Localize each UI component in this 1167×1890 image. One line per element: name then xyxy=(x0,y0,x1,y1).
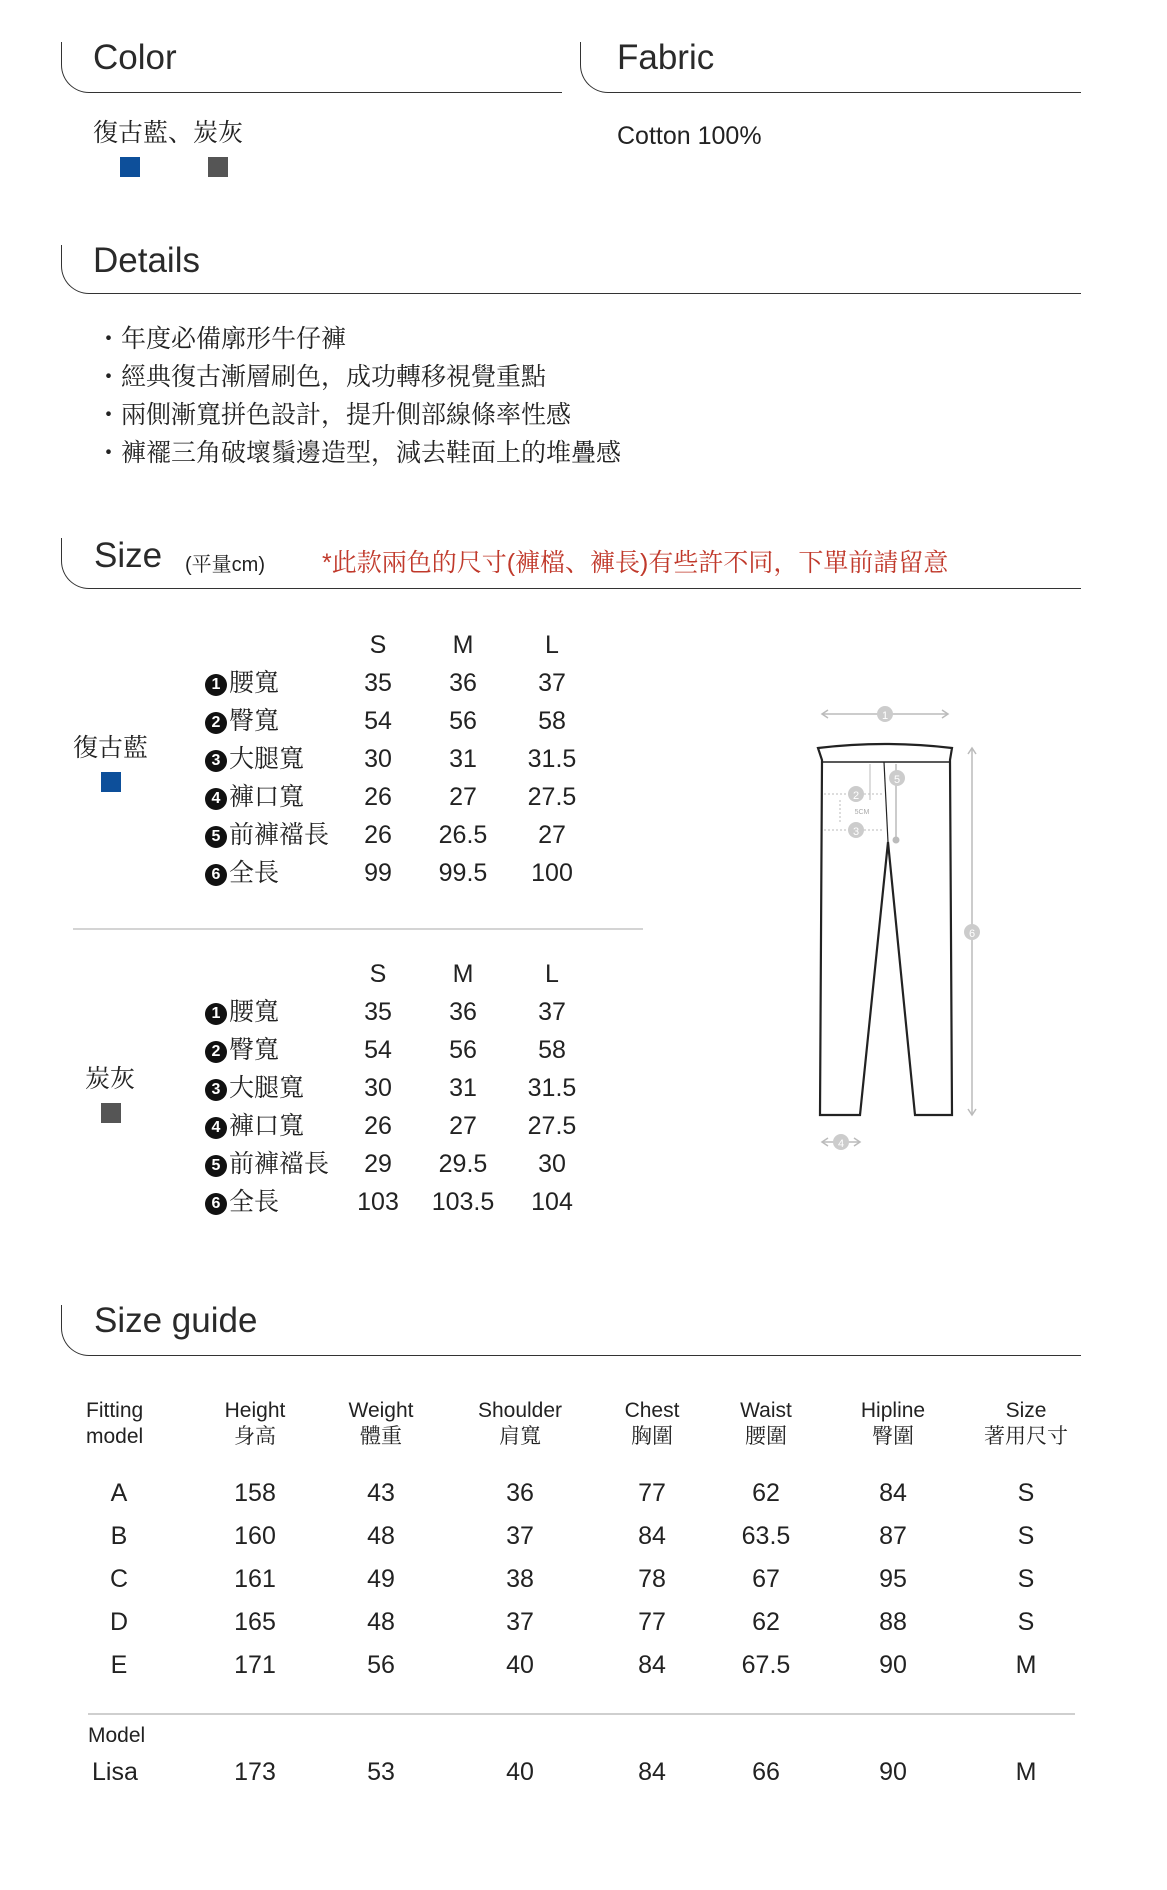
marker-1-text: 1 xyxy=(881,710,889,722)
marker-4-text: 4 xyxy=(837,1138,845,1150)
size-table-color-name: 復古藍 xyxy=(73,734,149,762)
guide-cell: E xyxy=(110,1651,128,1679)
pants-measurement-diagram xyxy=(800,700,1000,1160)
guide-cell: 160 xyxy=(234,1522,276,1550)
measurement-label xyxy=(205,861,279,886)
size-guide-title: Size guide xyxy=(94,1301,258,1340)
measurement-value: 26.5 xyxy=(438,821,488,849)
model-cell: 173 xyxy=(234,1758,276,1786)
detail-item: ・兩側漸寬拼色設計，提升側部線條率性感 xyxy=(96,401,572,429)
guide-header xyxy=(966,1398,1086,1451)
measurement-label xyxy=(205,709,279,734)
swatch-vintage-blue xyxy=(120,157,140,177)
detail-item: ・褲襬三角破壞鬚邊造型，減去鞋面上的堆疊感 xyxy=(96,439,622,467)
guide-cell: 67.5 xyxy=(741,1651,791,1679)
measurement-name: 前褲襠長 xyxy=(229,821,330,849)
size-header-cell: S xyxy=(369,960,387,988)
measurement-value: 26 xyxy=(364,783,392,811)
model-cell: 90 xyxy=(879,1758,907,1786)
details-section-frame xyxy=(61,241,1081,294)
guide-cell: 37 xyxy=(506,1608,534,1636)
guide-header-zh: 體重 xyxy=(360,1425,402,1449)
guide-cell: 78 xyxy=(638,1565,666,1593)
measurement-name: 褲口寬 xyxy=(229,1112,305,1140)
color-names: 復古藍、炭灰 xyxy=(93,119,244,147)
marker-6-text: 6 xyxy=(968,928,976,940)
measurement-value: 58 xyxy=(538,707,566,735)
guide-cell: 48 xyxy=(367,1608,395,1636)
5cm-label: 5CM xyxy=(854,809,870,816)
measurement-value: 100 xyxy=(531,859,573,887)
size-header-cell: L xyxy=(545,631,559,659)
guide-cell: S xyxy=(1017,1565,1035,1593)
guide-cell: S xyxy=(1017,1608,1035,1636)
model-cell: 84 xyxy=(638,1758,666,1786)
measurement-number-badge: 5 xyxy=(205,826,227,848)
measurement-name: 褲口寬 xyxy=(229,783,305,811)
marker-3-text: 3 xyxy=(852,826,860,838)
guide-cell: 90 xyxy=(879,1651,907,1679)
measurement-name: 全長 xyxy=(229,859,280,887)
measurement-value: 26 xyxy=(364,821,392,849)
guide-cell: 87 xyxy=(879,1522,907,1550)
measurement-number-badge: 1 xyxy=(205,1003,227,1025)
guide-header-zh: 身高 xyxy=(234,1425,276,1449)
measurement-number-badge: 6 xyxy=(205,1193,227,1215)
measurement-value: 56 xyxy=(449,1036,477,1064)
measurement-value: 103 xyxy=(357,1188,399,1216)
measurement-name: 臀寬 xyxy=(229,707,280,735)
guide-header-zh: 腰圍 xyxy=(745,1425,787,1449)
measurement-name: 大腿寬 xyxy=(229,1074,305,1102)
guide-cell: 48 xyxy=(367,1522,395,1550)
measurement-value: 104 xyxy=(531,1188,573,1216)
marker-5-text: 5 xyxy=(893,774,901,786)
measurement-name: 全長 xyxy=(229,1188,280,1216)
guide-cell: B xyxy=(110,1522,128,1550)
guide-header-en: Waist xyxy=(740,1399,792,1422)
measurement-label xyxy=(205,1000,279,1025)
measurement-name: 臀寬 xyxy=(229,1036,280,1064)
guide-header xyxy=(86,1398,206,1451)
size-table-divider xyxy=(73,928,643,930)
guide-header-zh: model xyxy=(86,1425,144,1449)
measurement-value: 31.5 xyxy=(527,1074,577,1102)
size-header-cell: M xyxy=(452,631,474,659)
measurement-label xyxy=(205,1152,329,1177)
measurement-value: 26 xyxy=(364,1112,392,1140)
measurement-value: 29.5 xyxy=(438,1150,488,1178)
measurement-value: 27 xyxy=(449,783,477,811)
guide-cell: 62 xyxy=(752,1608,780,1636)
guide-header xyxy=(592,1398,712,1451)
guide-cell: 161 xyxy=(234,1565,276,1593)
fabric-value: Cotton 100% xyxy=(617,122,762,150)
detail-item: ・年度必備廓形牛仔褲 xyxy=(96,325,347,353)
measurement-value: 37 xyxy=(538,669,566,697)
guide-header xyxy=(833,1398,953,1451)
model-cell: 53 xyxy=(367,1758,395,1786)
guide-header-zh: 著用尺寸 xyxy=(984,1425,1068,1449)
measurement-value: 27 xyxy=(449,1112,477,1140)
guide-cell: A xyxy=(110,1479,128,1507)
measurement-name: 前褲襠長 xyxy=(229,1150,330,1178)
size-header-cell: L xyxy=(545,960,559,988)
guide-header-en: Height xyxy=(224,1399,286,1422)
guide-cell: 38 xyxy=(506,1565,534,1593)
measurement-value: 54 xyxy=(364,1036,392,1064)
measurement-value: 58 xyxy=(538,1036,566,1064)
guide-cell: 62 xyxy=(752,1479,780,1507)
guide-cell: 36 xyxy=(506,1479,534,1507)
guide-cell: D xyxy=(109,1608,129,1636)
guide-cell: 84 xyxy=(879,1479,907,1507)
measurement-value: 31.5 xyxy=(527,745,577,773)
measurement-value: 37 xyxy=(538,998,566,1026)
measurement-number-badge: 6 xyxy=(205,864,227,886)
guide-header-zh: 肩寬 xyxy=(499,1425,541,1449)
measurement-label xyxy=(205,1190,279,1215)
guide-header-en: Hipline xyxy=(860,1399,926,1422)
measurement-value: 30 xyxy=(538,1150,566,1178)
measurement-value: 27.5 xyxy=(527,1112,577,1140)
guide-cell: 171 xyxy=(234,1651,276,1679)
model-cell: M xyxy=(1015,1758,1037,1786)
size-notice: *此款兩色的尺寸(褲檔、褲長)有些許不同，下單前請留意 xyxy=(322,549,949,577)
size-guide-divider xyxy=(88,1713,1075,1715)
measurement-name: 腰寬 xyxy=(229,998,280,1026)
guide-cell: 84 xyxy=(638,1651,666,1679)
size-table-color-name: 炭灰 xyxy=(85,1065,136,1093)
measurement-number-badge: 4 xyxy=(205,1117,227,1139)
guide-cell: 95 xyxy=(879,1565,907,1593)
measurement-value: 103.5 xyxy=(431,1188,495,1216)
measurement-value: 36 xyxy=(449,998,477,1026)
color-section-title: Color xyxy=(93,38,177,77)
guide-header-en: Size xyxy=(1005,1399,1047,1422)
size-header-cell: S xyxy=(369,631,387,659)
measurement-value: 35 xyxy=(364,998,392,1026)
measurement-number-badge: 2 xyxy=(205,712,227,734)
guide-header xyxy=(460,1398,580,1451)
guide-header-en: Chest xyxy=(624,1399,680,1422)
guide-cell: 49 xyxy=(367,1565,395,1593)
measurement-value: 31 xyxy=(449,1074,477,1102)
guide-cell: 84 xyxy=(638,1522,666,1550)
guide-cell: 40 xyxy=(506,1651,534,1679)
guide-header-zh: 胸圍 xyxy=(631,1425,673,1449)
guide-cell: 63.5 xyxy=(741,1522,791,1550)
measurement-name: 腰寬 xyxy=(229,669,280,697)
guide-cell: 158 xyxy=(234,1479,276,1507)
guide-cell: 37 xyxy=(506,1522,534,1550)
guide-cell: S xyxy=(1017,1522,1035,1550)
measurement-number-badge: 2 xyxy=(205,1041,227,1063)
fabric-section-title: Fabric xyxy=(617,38,715,77)
measurement-name: 大腿寬 xyxy=(229,745,305,773)
guide-cell: 77 xyxy=(638,1479,666,1507)
measurement-label xyxy=(205,671,279,696)
swatch-vintage-blue-table xyxy=(101,772,121,792)
measurement-value: 36 xyxy=(449,669,477,697)
swatch-charcoal xyxy=(208,157,228,177)
measurement-number-badge: 3 xyxy=(205,1079,227,1101)
measurement-number-badge: 5 xyxy=(205,1155,227,1177)
guide-header-en: Weight xyxy=(348,1399,414,1422)
size-header-cell: M xyxy=(452,960,474,988)
measurement-value: 29 xyxy=(364,1150,392,1178)
model-name: Lisa xyxy=(92,1758,138,1786)
model-cell: 66 xyxy=(752,1758,780,1786)
guide-cell: 88 xyxy=(879,1608,907,1636)
guide-header xyxy=(706,1398,826,1451)
measurement-label xyxy=(205,823,329,848)
measurement-number-badge: 4 xyxy=(205,788,227,810)
measurement-value: 99 xyxy=(364,859,392,887)
measurement-label xyxy=(205,785,304,810)
model-cell: 40 xyxy=(506,1758,534,1786)
guide-header-en: Fitting xyxy=(86,1399,144,1422)
guide-cell: C xyxy=(109,1565,129,1593)
detail-item: ・經典復古漸層刷色，成功轉移視覺重點 xyxy=(96,363,547,391)
measurement-value: 56 xyxy=(449,707,477,735)
size-unit: (平量cm) xyxy=(185,554,265,576)
guide-cell: S xyxy=(1017,1479,1035,1507)
measurement-value: 27 xyxy=(538,821,566,849)
guide-header-zh: 臀圍 xyxy=(872,1425,914,1449)
marker-2-text: 2 xyxy=(852,790,860,802)
swatch-charcoal-table xyxy=(101,1103,121,1123)
guide-cell: M xyxy=(1015,1651,1037,1679)
measurement-value: 30 xyxy=(364,745,392,773)
measurement-label xyxy=(205,1038,279,1063)
details-section-title: Details xyxy=(93,241,200,280)
measurement-label xyxy=(205,1076,304,1101)
guide-cell: 77 xyxy=(638,1608,666,1636)
measurement-number-badge: 3 xyxy=(205,750,227,772)
measurement-value: 99.5 xyxy=(438,859,488,887)
model-label: Model xyxy=(88,1724,146,1747)
guide-cell: 43 xyxy=(367,1479,395,1507)
guide-cell: 165 xyxy=(234,1608,276,1636)
guide-header xyxy=(321,1398,441,1451)
measurement-label xyxy=(205,747,304,772)
measurement-number-badge: 1 xyxy=(205,674,227,696)
measurement-label xyxy=(205,1114,304,1139)
guide-header xyxy=(195,1398,315,1451)
guide-cell: 56 xyxy=(367,1651,395,1679)
pants-outline xyxy=(818,744,952,1115)
measurement-value: 30 xyxy=(364,1074,392,1102)
guide-header-en: Shoulder xyxy=(477,1399,563,1422)
measurement-value: 27.5 xyxy=(527,783,577,811)
measurement-value: 54 xyxy=(364,707,392,735)
measurement-value: 35 xyxy=(364,669,392,697)
measurement-value: 31 xyxy=(449,745,477,773)
guide-cell: 67 xyxy=(752,1565,780,1593)
size-section-title: Size xyxy=(94,536,163,575)
